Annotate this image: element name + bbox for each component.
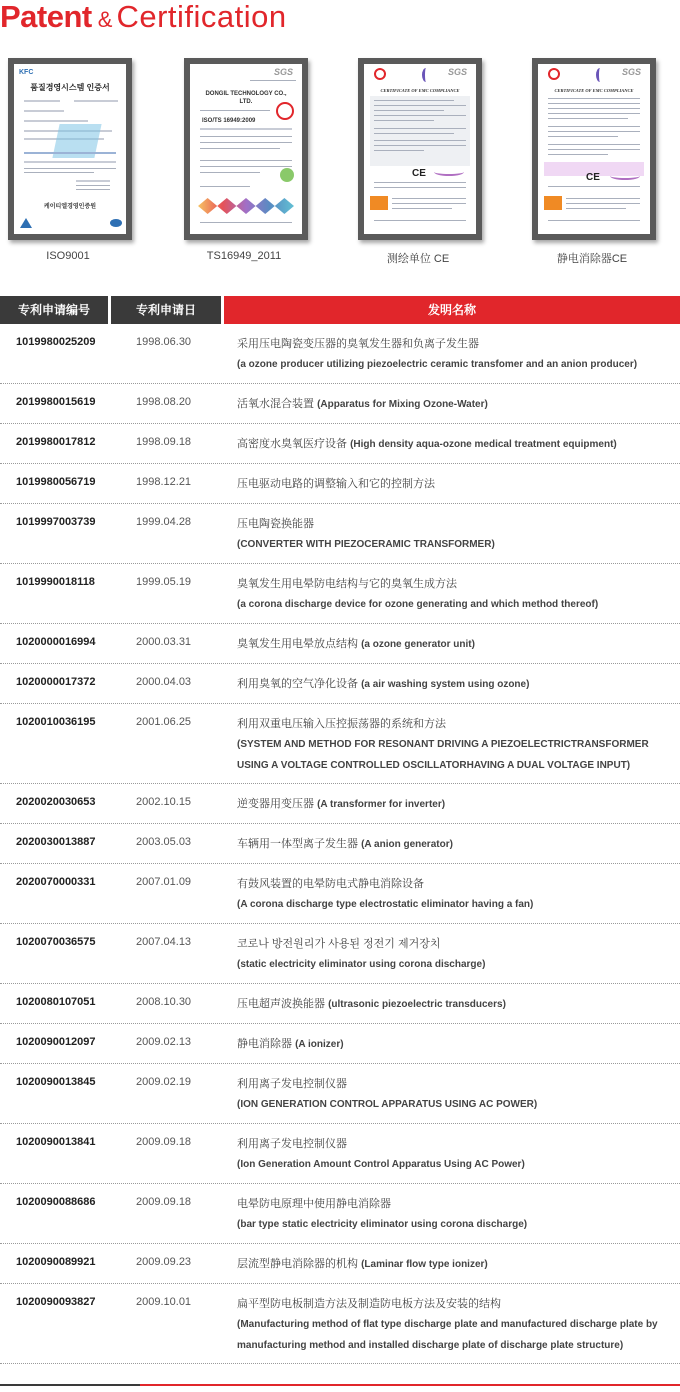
invention-name-english: (a ozone producer utilizing piezoelectric ceramic transfomer and an anion producer)	[237, 359, 638, 370]
table-row	[0, 504, 680, 564]
ce-mark-icon: CE	[586, 172, 600, 183]
table-row	[0, 924, 680, 984]
accent-block	[544, 196, 562, 210]
invention-name	[237, 394, 673, 415]
application-date: 1998.06.30	[136, 336, 192, 348]
invention-name-local: 压电超声波换能器	[237, 998, 329, 1010]
world-map-background	[370, 96, 470, 166]
application-date: 1999.04.28	[136, 516, 192, 528]
title-patent: Patent	[0, 0, 92, 34]
accreditation-icon	[20, 218, 32, 228]
application-date: 2003.05.03	[136, 836, 192, 848]
application-date: 2000.03.31	[136, 636, 192, 648]
certification-seal-icon	[276, 102, 294, 120]
invention-name-english: (A transformer for inverter)	[317, 799, 446, 810]
certificate-frame	[8, 58, 132, 240]
certificate-caption: TS16949_2011	[206, 250, 282, 262]
application-number: 1020010036195	[16, 716, 96, 728]
application-date: 2009.10.01	[136, 1296, 192, 1308]
table-row	[0, 824, 680, 864]
invention-name	[237, 1294, 673, 1356]
invention-name	[237, 994, 673, 1015]
application-date: 2009.02.13	[136, 1036, 192, 1048]
sgs-logo: SGS	[622, 67, 642, 77]
invention-name-english: (static electricity eliminator using corona discharge)	[237, 959, 486, 970]
application-date: 2008.10.30	[136, 996, 192, 1008]
certificate-caption: 静电消除器CE	[556, 253, 628, 265]
table-row	[0, 324, 680, 384]
title-certification: Certification	[116, 0, 287, 34]
invention-name	[237, 874, 673, 915]
application-number: 2019980015619	[16, 396, 96, 408]
application-number: 1020080107051	[16, 996, 96, 1008]
header-application-number: 专利申请编号	[0, 296, 108, 324]
page-title	[0, 0, 287, 34]
application-number: 1020000017372	[16, 676, 96, 688]
certificate-heading: CERTIFICATE OF EMC COMPLIANCE	[554, 88, 634, 93]
table-row	[0, 864, 680, 924]
company-name: DONGIL TECHNOLOGY CO., LTD.	[205, 91, 287, 105]
application-date: 1998.08.20	[136, 396, 192, 408]
application-number: 1020090093827	[16, 1296, 96, 1308]
application-date: 2009.02.19	[136, 1076, 192, 1088]
invention-name-english: (a ozone generator unit)	[361, 639, 475, 650]
certificate-frame	[184, 58, 308, 240]
invention-name-local: 电晕防电原理中使用静电消除器	[237, 1198, 391, 1210]
invention-name-local: 利用双重电压输入压控振荡器的系统和方法	[237, 718, 446, 730]
invention-name-local: 有鼓风装置的电晕防电式静电消除设备	[237, 878, 424, 890]
standard-name: ISO/TS 16949:2009	[202, 118, 256, 124]
application-date: 2009.09.18	[136, 1196, 192, 1208]
certificate-caption: ISO9001	[46, 250, 90, 262]
invention-name-english: (A corona discharge type electrostatic eliminator having a fan)	[237, 899, 534, 910]
invention-name-local: 利用离子发电控制仪器	[237, 1138, 347, 1150]
certificate-ce-static-eliminator[interactable]	[524, 58, 660, 273]
iaf-icon	[110, 219, 122, 227]
invention-name	[237, 794, 673, 815]
certificate-frame	[358, 58, 482, 240]
certificate-ts16949[interactable]	[176, 58, 312, 273]
application-date: 1998.12.21	[136, 476, 192, 488]
invention-name-local: 扁平型防电板制造方法及制造防电板方法及安装的结构	[237, 1298, 501, 1310]
certificate-caption: 测绘单位 CE	[386, 253, 450, 265]
invention-name	[237, 834, 673, 855]
certificate-frame	[532, 58, 656, 240]
invention-name-local: 活氧水混合装置	[237, 398, 318, 410]
table-row	[0, 564, 680, 624]
table-row	[0, 1024, 680, 1064]
certificate-heading: 품질경영시스템 인증서	[30, 83, 110, 92]
invention-name-english: (a air washing system using ozone)	[361, 679, 530, 690]
table-row	[0, 624, 680, 664]
certificate-ce-measurement[interactable]	[350, 58, 486, 273]
sgs-decoration	[198, 198, 294, 214]
application-number: 1019980025209	[16, 336, 96, 348]
invention-name	[237, 1194, 673, 1235]
certificate-image	[364, 64, 476, 234]
table-row	[0, 384, 680, 424]
application-date: 2001.06.25	[136, 716, 192, 728]
table-row	[0, 784, 680, 824]
kfc-logo: KFC	[19, 69, 34, 76]
table-row	[0, 1124, 680, 1184]
invention-name-english: (ION GENERATION CONTROL APPARATUS USING AC POWER)	[237, 1099, 538, 1110]
invention-name	[237, 1254, 673, 1275]
invention-name-english: (A anion generator)	[361, 839, 453, 850]
table-row	[0, 1184, 680, 1244]
invention-name	[237, 674, 673, 695]
application-number: 2020020030653	[16, 796, 96, 808]
invention-name	[237, 714, 673, 776]
certificate-image	[14, 64, 126, 234]
invention-name-english: (a corona discharge device for ozone generating and which method thereof)	[237, 599, 599, 610]
signature	[610, 172, 640, 180]
application-number: 1020000016994	[16, 636, 96, 648]
invention-name-local: 压电驱动电路的调整输入和它的控制方法	[237, 478, 435, 490]
application-date: 1999.05.19	[136, 576, 192, 588]
invention-name	[237, 634, 673, 655]
application-date: 2007.04.13	[136, 936, 192, 948]
table-row	[0, 704, 680, 784]
invention-name-local: 臭氧发生用电晕放点结构	[237, 638, 362, 650]
bottom-rule	[0, 1384, 680, 1386]
invention-name	[237, 434, 673, 455]
application-number: 1020070036575	[16, 936, 96, 948]
header-invention-name: 发明名称	[224, 296, 680, 324]
ce-mark-icon: CE	[412, 168, 426, 179]
badge-icon	[280, 168, 294, 182]
certificate-gallery	[0, 58, 680, 273]
application-number: 1020090089921	[16, 1256, 96, 1268]
invention-name-english: (Apparatus for Mixing Ozone-Water)	[317, 399, 488, 410]
logo-icon	[422, 68, 430, 82]
application-date: 1998.09.18	[136, 436, 192, 448]
application-number: 1019980056719	[16, 476, 96, 488]
table-row	[0, 1064, 680, 1124]
certificate-image	[538, 64, 650, 234]
certificate-heading: CERTIFICATE OF EMC COMPLIANCE	[380, 88, 460, 93]
invention-name-local: 采用压电陶瓷变压器的臭氧发生器和负离子发生器	[237, 338, 479, 350]
invention-name-local: 静电消除器	[237, 1038, 296, 1050]
application-number: 1019997003739	[16, 516, 96, 528]
invention-name-english: (CONVERTER WITH PIEZOCERAMIC TRANSFORMER)	[237, 539, 495, 550]
emblem-icon	[548, 68, 560, 80]
emblem-icon	[374, 68, 386, 80]
invention-name	[237, 334, 673, 375]
sgs-logo: SGS	[274, 67, 294, 77]
application-number: 2019980017812	[16, 436, 96, 448]
table-row	[0, 424, 680, 464]
issuer-name: 케이티엘경영인증원	[43, 204, 97, 210]
application-number: 1020090013845	[16, 1076, 96, 1088]
certificate-iso9001[interactable]	[0, 58, 136, 273]
signature	[434, 168, 464, 176]
application-number: 2020070000331	[16, 876, 96, 888]
invention-name	[237, 1134, 673, 1175]
invention-name-english: (bar type static electricity eliminator using corona discharge)	[237, 1219, 528, 1230]
invention-name-english: (ultrasonic piezoelectric transducers)	[328, 999, 506, 1010]
header-application-date: 专利申请日	[111, 296, 221, 324]
invention-name	[237, 1034, 673, 1055]
invention-name-local: 压电陶瓷换能器	[237, 518, 314, 530]
invention-name	[237, 934, 673, 975]
invention-name	[237, 514, 673, 555]
invention-name-english: (Manufacturing method of flat type discharge plate and manufactured discharge plate by manufacturing method and installed discharge plate of discharge plate structure)	[237, 1319, 658, 1351]
sgs-logo: SGS	[448, 67, 468, 77]
invention-name-local: 코로나 방전원리가 사용된 정전기 제거장치	[237, 938, 441, 950]
title-ampersand: &	[97, 7, 113, 32]
invention-name-local: 利用离子发电控制仪器	[237, 1078, 347, 1090]
accent-block	[370, 196, 388, 210]
invention-name-local: 车辆用一体型离子发生器	[237, 838, 362, 850]
application-date: 2002.10.15	[136, 796, 192, 808]
patent-table-header	[0, 296, 680, 324]
invention-name-english: (Laminar flow type ionizer)	[361, 1259, 488, 1270]
table-row	[0, 984, 680, 1024]
invention-name-local: 逆变器用变压器	[237, 798, 318, 810]
application-number: 1020090088686	[16, 1196, 96, 1208]
invention-name-local: 利用臭氧的空气净化设备	[237, 678, 362, 690]
table-row	[0, 464, 680, 504]
application-date: 2000.04.03	[136, 676, 192, 688]
certificate-image	[190, 64, 302, 234]
invention-name-english: (A ionizer)	[295, 1039, 344, 1050]
invention-name-local: 层流型静电消除器的机构	[237, 1258, 362, 1270]
invention-name	[237, 474, 673, 494]
application-date: 2007.01.09	[136, 876, 192, 888]
table-row	[0, 1244, 680, 1284]
table-row	[0, 664, 680, 704]
application-number: 1019990018118	[16, 576, 95, 588]
application-date: 2009.09.23	[136, 1256, 192, 1268]
invention-name-english: (Ion Generation Amount Control Apparatus Using AC Power)	[237, 1159, 525, 1170]
application-number: 2020030013887	[16, 836, 96, 848]
invention-name-english: (SYSTEM AND METHOD FOR RESONANT DRIVING A PIEZOELECTRICTRANSFORMER USING A VOLTAGE CONTROLLED OSCILLATORHAVING A DUAL VOLTAGE INPUT)	[237, 739, 649, 771]
invention-name-local: 高密度水臭氧医疗设备	[237, 438, 351, 450]
application-date: 2009.09.18	[136, 1136, 192, 1148]
invention-name-local: 臭氧发生用电晕防电结构与它的臭氧生成方法	[237, 578, 457, 590]
logo-icon	[596, 68, 604, 82]
application-number: 1020090012097	[16, 1036, 96, 1048]
table-row	[0, 1284, 680, 1364]
invention-name-english: (High density aqua-ozone medical treatment equipment)	[350, 439, 617, 450]
application-number: 1020090013841	[16, 1136, 96, 1148]
invention-name	[237, 574, 673, 615]
invention-name	[237, 1074, 673, 1115]
